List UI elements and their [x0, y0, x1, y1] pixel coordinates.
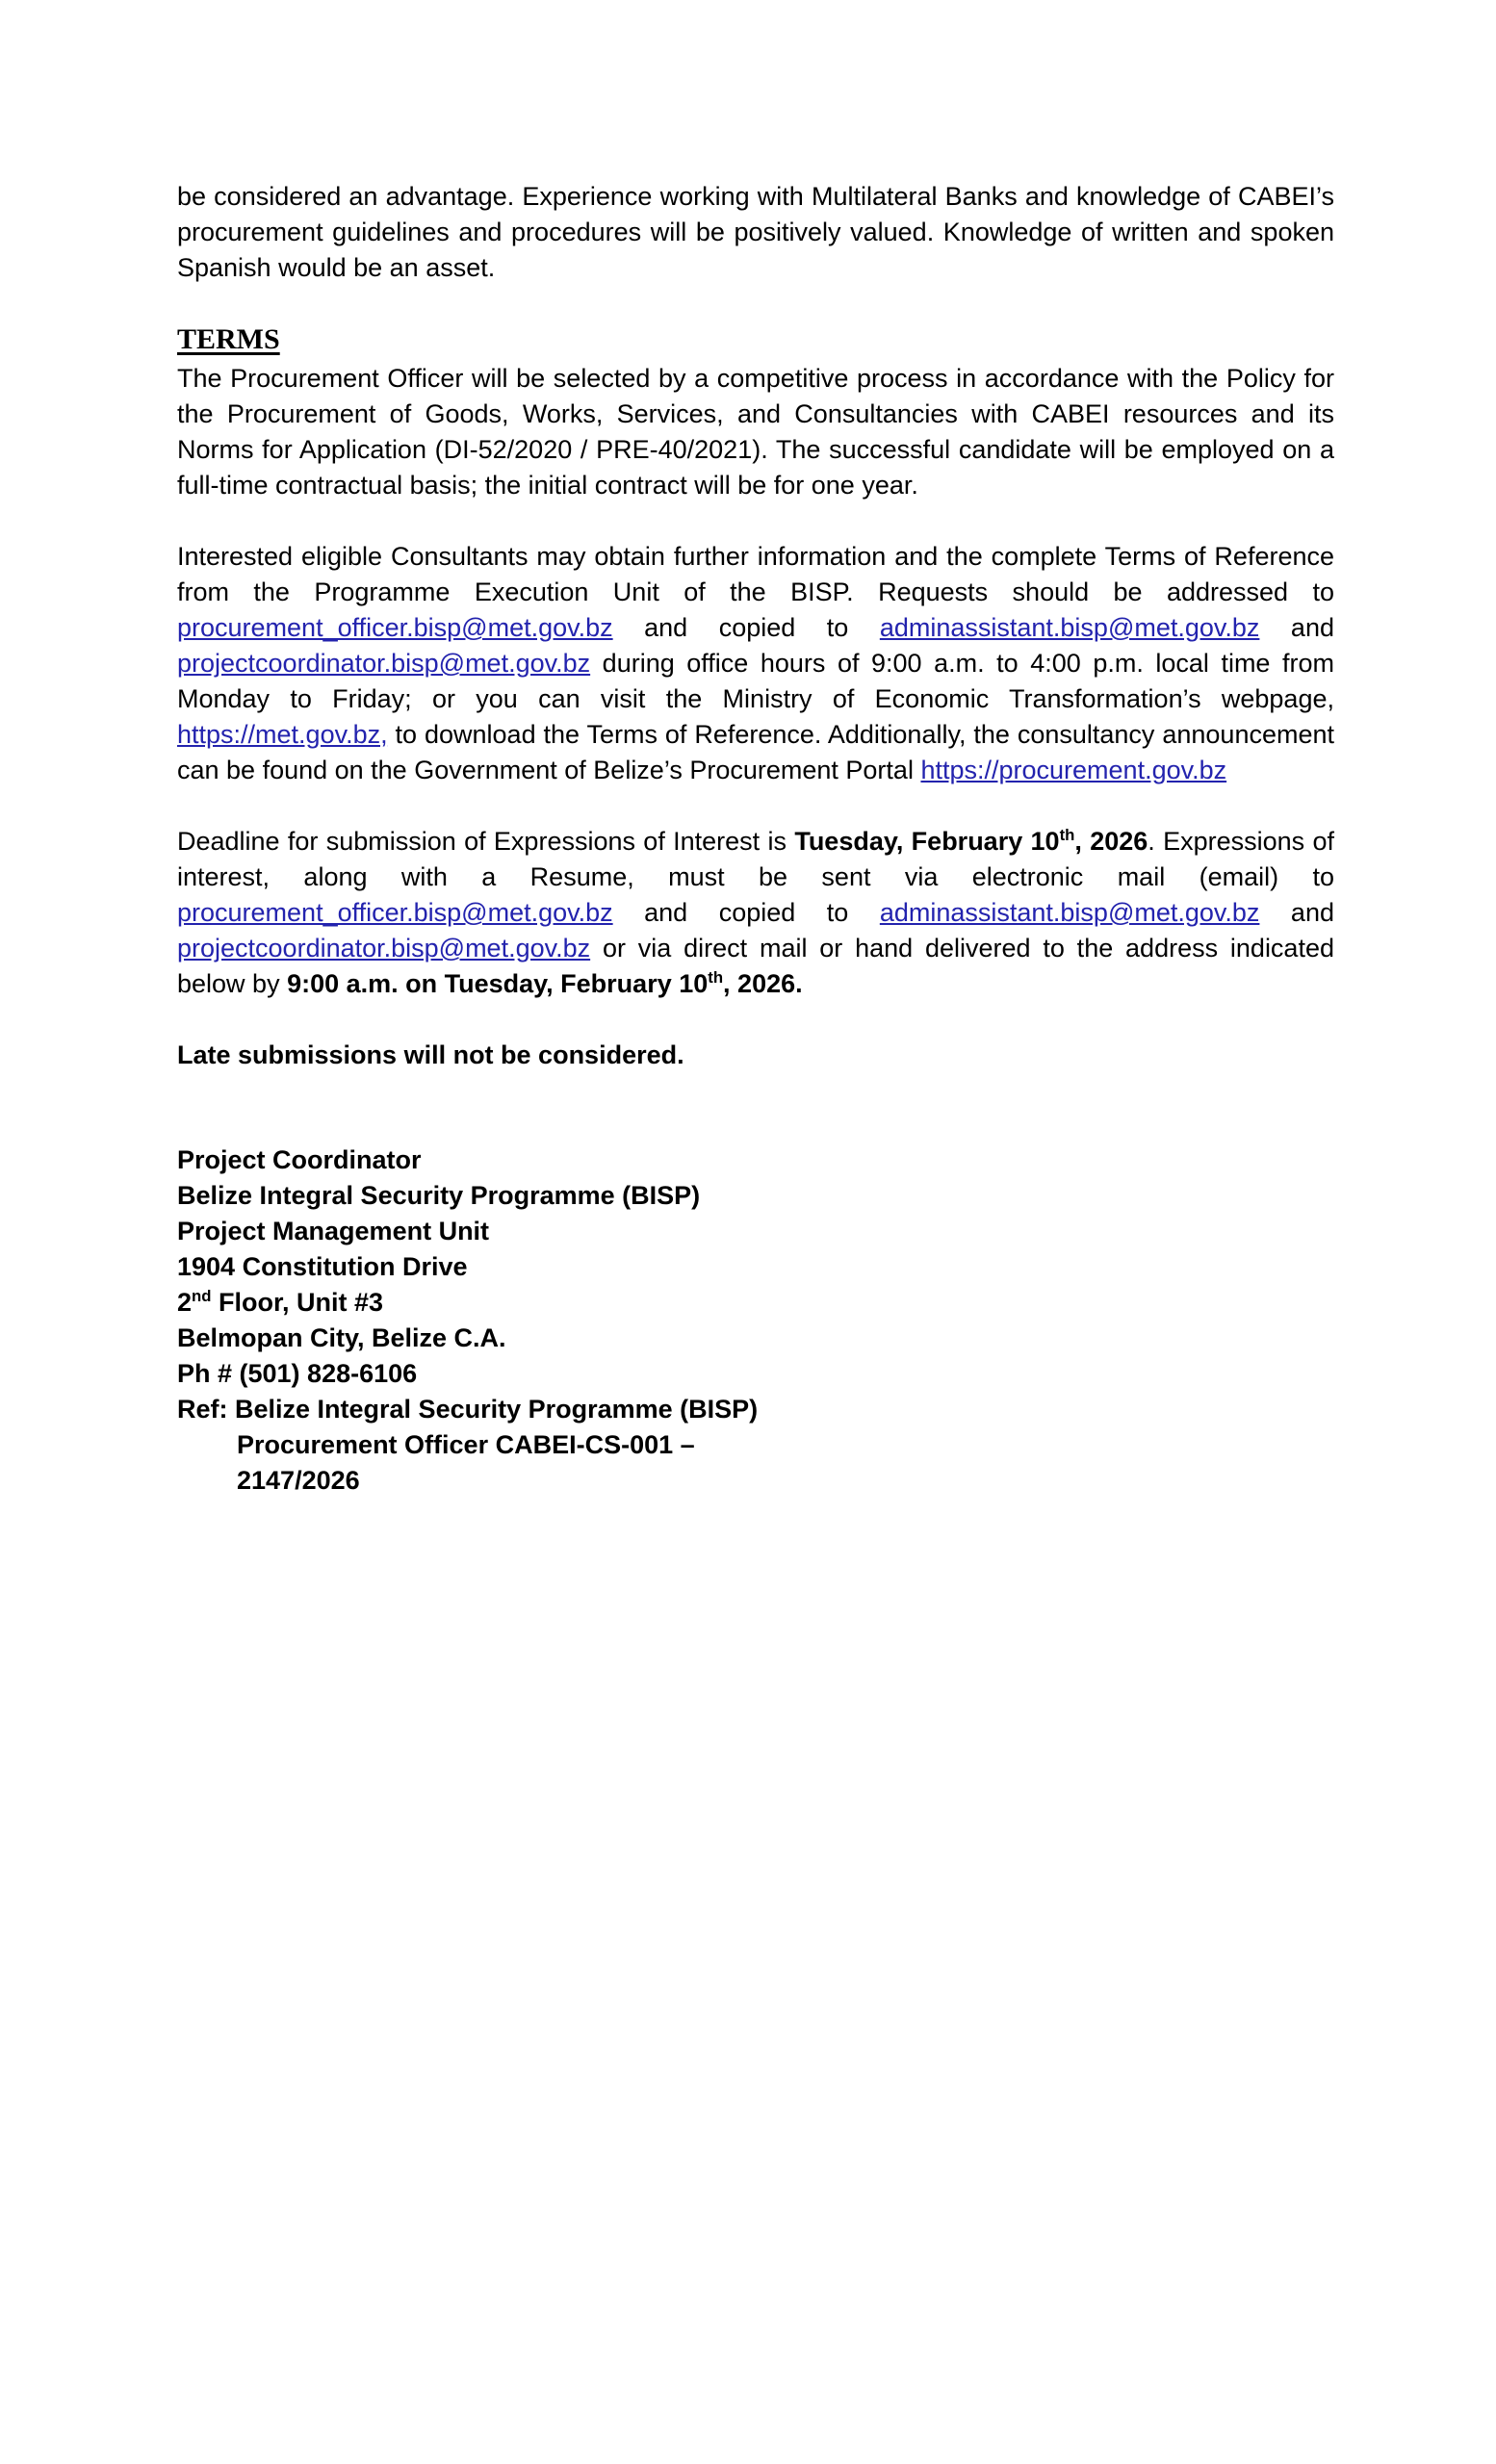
address-line-unit [177, 1214, 1334, 1249]
text-run: Floor, Unit #3 [211, 1288, 384, 1317]
text-run: , 2026. [723, 969, 803, 998]
information-paragraph [177, 539, 1334, 788]
text-run: or via direct mail or hand delivered to the address indicated below by [177, 934, 1334, 998]
text-run: TERMS [177, 323, 280, 355]
text-run: and copied to [612, 898, 880, 927]
address-line-street [177, 1249, 1334, 1285]
text-run: 9:00 a.m. on Tuesday, February 10 [287, 969, 709, 998]
procurement-portal-link[interactable]: https://procurement.gov.bz [920, 756, 1227, 784]
text-run: 2147/2026 [237, 1466, 360, 1495]
text-run: Procurement Officer CABEI-CS-001 – [237, 1430, 695, 1459]
address-line-ref [177, 1392, 1334, 1427]
email-link-admin-assistant[interactable]: adminassistant.bisp@met.gov.bz [879, 898, 1260, 927]
text-run: to download the Terms of Reference. Additionally, the consultancy announcement can be found on the Government of Belize’s Procurement Portal [177, 720, 1334, 784]
address-line-title [177, 1142, 1334, 1178]
text-run: Deadline for submission of Expressions of Interest is [177, 827, 795, 856]
superscript-text: nd [192, 1287, 212, 1305]
superscript-text: th [1059, 826, 1075, 844]
text-run: 2 [177, 1288, 193, 1317]
text-run: Tuesday, February 10 [794, 827, 1060, 856]
superscript-text: th [708, 968, 724, 987]
terms-paragraph [177, 361, 1334, 503]
email-link-project-coordinator[interactable]: projectcoordinator.bisp@met.gov.bz [177, 649, 591, 678]
text-run: Project Management Unit [177, 1217, 490, 1245]
terms-heading [177, 321, 1334, 357]
address-line-programme [177, 1178, 1334, 1214]
contact-address-block [177, 1142, 1334, 1499]
text-run: during office hours of 9:00 a.m. to 4:00 p.m. local time from Monday to Friday; or you can visit the Ministry of Economic Transformation’s webpage, [177, 649, 1334, 713]
text-run: Project Coordinator [177, 1145, 422, 1174]
continuation-paragraph [177, 179, 1334, 286]
email-link-procurement-officer[interactable]: procurement_officer.bisp@met.gov.bz [177, 613, 613, 642]
text-run: Late submissions will not be considered. [177, 1040, 684, 1069]
text-run: Belize Integral Security Programme (BISP) [177, 1181, 701, 1210]
email-link-procurement-officer[interactable]: procurement_officer.bisp@met.gov.bz [177, 898, 613, 927]
text-run: and [1259, 898, 1334, 927]
email-link-project-coordinator[interactable]: projectcoordinator.bisp@met.gov.bz [177, 934, 591, 962]
text-run: 1904 Constitution Drive [177, 1252, 468, 1281]
text-run: . Expressions of interest, along with a Resume, must be sent via electronic mail (email) to [177, 827, 1334, 891]
address-line-ref-3 [177, 1463, 1334, 1499]
text-run: The Procurement Officer will be selected by a competitive process in accordance with the Policy for the Procurement of Goods, Works, Services, and Consultancies with CABEI resources and its Norms for Application (DI-52/2020 / PRE-40/2021). The successful candidate will be employed on a full-time contractual basis; the initial contract will be for one year. [177, 364, 1334, 500]
address-line-ref-2 [177, 1427, 1334, 1463]
text-run: Belmopan City, Belize C.A. [177, 1323, 506, 1352]
late-submissions-note [177, 1038, 1334, 1073]
text-run: Ph # (501) 828-6106 [177, 1359, 418, 1388]
address-line-phone [177, 1356, 1334, 1392]
text-run: and [1259, 613, 1334, 642]
text-run: Ref: Belize Integral Security Programme (BISP) [177, 1395, 759, 1424]
address-line-floor [177, 1285, 1334, 1321]
text-run: and copied to [612, 613, 880, 642]
email-link-admin-assistant[interactable]: adminassistant.bisp@met.gov.bz [879, 613, 1260, 642]
address-line-city [177, 1321, 1334, 1356]
text-run: Interested eligible Consultants may obtain further information and the complete Terms of Reference from the Programme Execution Unit of the BISP. Requests should be addressed to [177, 542, 1334, 606]
text-run: , 2026 [1074, 827, 1148, 856]
deadline-paragraph [177, 824, 1334, 1002]
met-website-link[interactable]: https://met.gov.bz, [177, 720, 388, 749]
text-run: be considered an advantage. Experience working with Multilateral Banks and knowledge of CABEI’s procurement guidelines and procedures will be positively valued. Knowledge of written and spoken Spanish would be an asset. [177, 182, 1334, 282]
